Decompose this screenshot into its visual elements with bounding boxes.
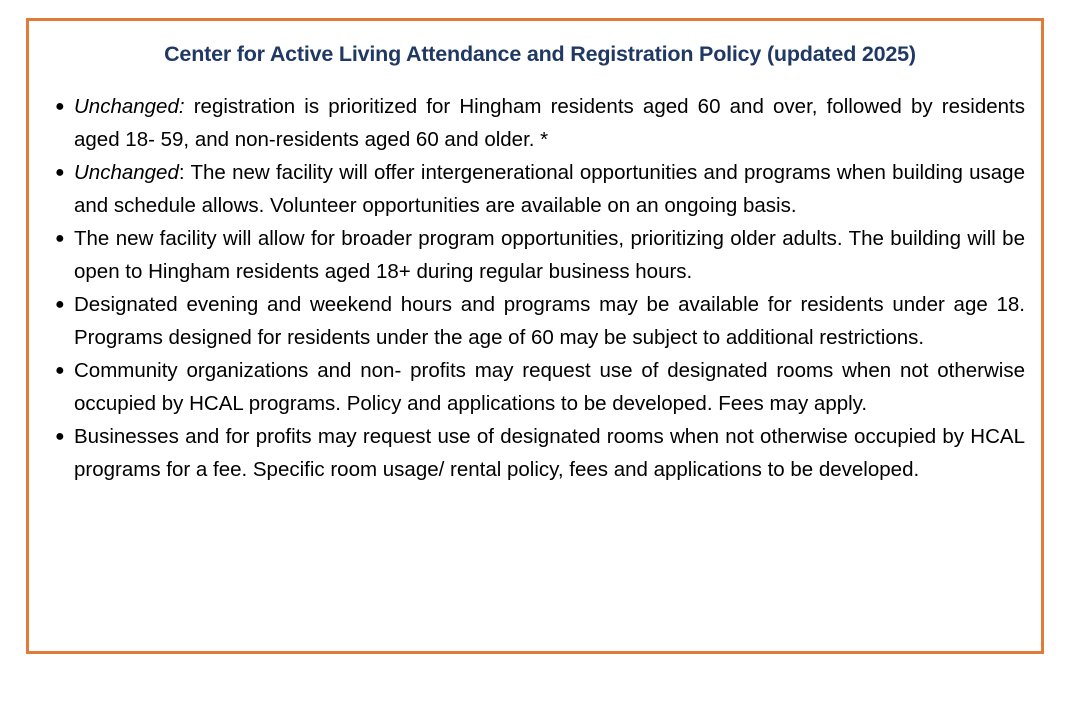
policy-title: Center for Active Living Attendance and Registration Policy (updated 2025): [164, 42, 916, 66]
policy-item-3: [55, 223, 1025, 288]
policy-item-4: [55, 289, 1025, 354]
policy-item-lead: Unchanged:: [74, 95, 185, 118]
bullet-icon: ●: [55, 296, 65, 313]
policy-item-6: [55, 421, 1025, 486]
policy-item-text: : The new facility will offer intergenerational opportunities and programs when building usage and schedule allows. Volunteer opportunities are available on an ongoing basis.: [74, 161, 1025, 217]
policy-item-lead: Unchanged: [74, 161, 179, 184]
bullet-icon: ●: [55, 362, 65, 379]
policy-list: [55, 91, 1025, 486]
policy-box: [26, 18, 1044, 654]
policy-item-text: The new facility will allow for broader program opportunities, prioritizing older adults. The building will be open to Hingham residents aged 18+ during regular business hours.: [74, 227, 1025, 283]
policy-item-1: [55, 91, 1025, 156]
bullet-icon: ●: [55, 164, 65, 181]
policy-item-text: Community organizations and non- profits may request use of designated rooms when not otherwise occupied by HCAL programs. Policy and applications to be developed. Fees may apply.: [74, 359, 1025, 415]
policy-item-text: registration is prioritized for Hingham residents aged 60 and over, followed by residents aged 18- 59, and non-residents aged 60 and older. *: [74, 95, 1025, 151]
policy-item-text: Businesses and for profits may request use of designated rooms when not otherwise occupied by HCAL programs for a fee. Specific room usage/ rental policy, fees and applications to be developed.: [74, 425, 1025, 481]
policy-item-text: Designated evening and weekend hours and programs may be available for residents under age 18. Programs designed for residents under the age of 60 may be subject to additional restrictions.: [74, 293, 1025, 349]
policy-item-2: [55, 157, 1025, 222]
bullet-icon: ●: [55, 428, 65, 445]
bullet-icon: ●: [55, 230, 65, 247]
bullet-icon: ●: [55, 98, 65, 115]
policy-item-5: [55, 355, 1025, 420]
